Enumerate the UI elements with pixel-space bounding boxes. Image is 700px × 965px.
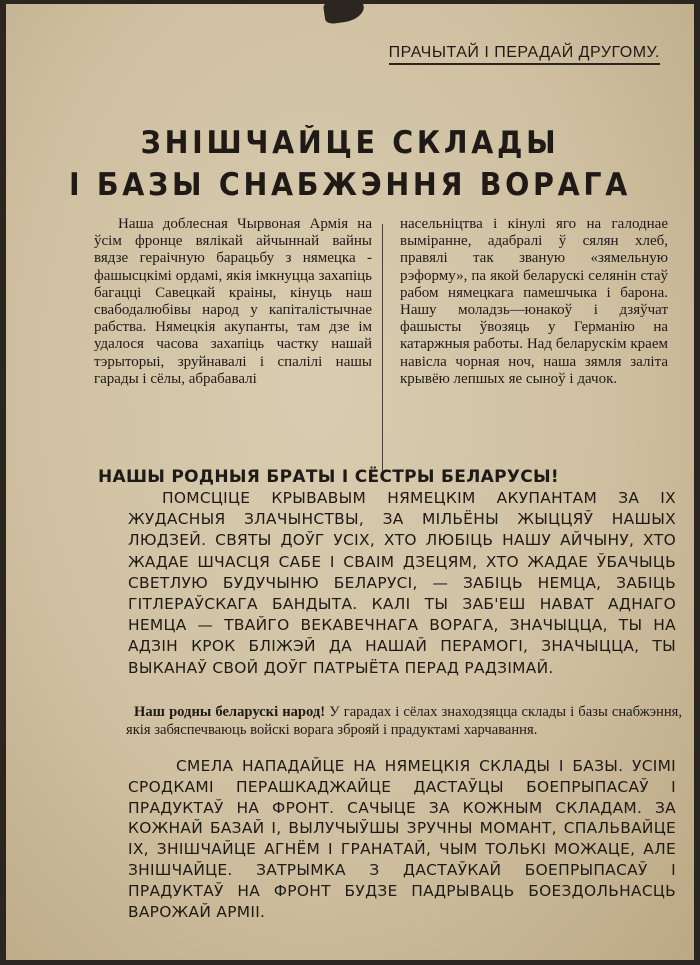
intro-paragraph (126, 704, 682, 739)
appeal-paragraph-2: СМЕЛА НАПАДАЙЦЕ НА НЯМЕЦКІЯ СКЛАДЫ І БАЗЫ. УСІМІ СРОДКАМІ ПЕРАШКАДЖАЙЦЕ ДАСТАЎЦЫ БОЕПРЫПАСАЎ І ПРАДУКТАЎ НА ФРОНТ. САЧЫЦЕ ЗА КОЖНЫМ СКЛАДАМ. ЗА КОЖНАЙ БАЗАЙ І, ВЫЛУЧЫЎШЫ ЗРУЧНЫ МОМАНТ, СПАЛЬВАЙЦЕ ІХ, ЗНІШЧАЙЦЕ АГНЁМ І ГРАНАТАЙ, ЧЫМ ТОЛЬКІ МОЖАЦЕ, АЛЕ ЗНІШЧАЙЦЕ. ЗАТРЫМКА З ДАСТАЎКАЙ БОЕПРЫПАСАЎ І ПРАДУКТАЎ НА ФРОНТ БУДЗЕ ПАДРЫВАЦЬ БОЕЗДОЛЬНАСЦЬ ВАРОЖАЙ АРМІІ. (128, 757, 676, 921)
title-line-2: І БАЗЫ СНАБЖЭННЯ ВОРАГА (68, 167, 632, 203)
appeal-paragraph-1: ПОМСЦІЦЕ КРЫВАВЫМ НЯМЕЦКІМ АКУПАНТАМ ЗА ІХ ЖУДАСНЫЯ ЗЛАЧЫНСТВЫ, ЗА МІЛЬЁНЫ ЖЫЦЦЯЎ НАШЫХ ЛЮДЗЕЙ. СВЯТЫ ДОЎГ УСІХ, ХТО ЛЮБІЦЬ НАШУ АЙЧЫНУ, ХТО ЖАДАЕ ШЧАСЦЯ САБЕ І СВАІМ ДЗЕЦЯМ, ХТО ЖАДАЕ ЎБАЧЫЦЬ СВЕТЛУЮ БУДУЧЫНЮ БЕЛАРУСІ, — ЗАБІЦЬ НЕМЦА, ЗАБІЦЬ ГІТЛЕРАЎСКАГА БАНДЫТА. КАЛІ ТЫ ЗАБ'ЕШ НАВАТ АДНАГО НЕМЦА — ТВАЙГО ВЕКАВЕЧНАГА ВОРАГА, ЗНАЧЫЦЦА, ТЫ НА АДЗІН КРОК БЛІЖЭЙ ДА НАШАЙ ПЕРАМОГІ, ЗНАЧЫЦЦА, ТЫ ВЫКАНАЎ СВОЙ ДОЎГ ПАТРЫЁТА ПЕРАД РАДЗІМАЙ. (128, 489, 676, 677)
title-line-1: ЗНІШЧАЙЦЕ СКЛАДЫ (140, 125, 560, 161)
header-note: ПРАЧЫТАЙ І ПЕРАДАЙ ДРУГОМУ. (389, 44, 660, 65)
two-column-text (84, 216, 680, 466)
intro-bold-lead: Наш родны беларускі народ! (134, 704, 326, 720)
leaflet-title (34, 122, 667, 206)
column-divider (382, 224, 383, 474)
leaflet-page (6, 4, 694, 960)
paper-tear (323, 4, 366, 25)
column-left: Наша доблесная Чырвоная Армія на ўсім фронце вялікай айчыннай вайны вядзе гераічную барацьбу з нямецка - фашысцкімі ордамі, якія імкнуцца захапіць багацці Савецкай краіны, кінуць наш свабодалюбівы народ у капіталістычнае рабства. Нямецкія акупанты, там дзе ім удалося часова захапіць частку нашай тэрыторыі, зруйнавалі і спалілі нашы гарады і сёлы, абрабавалі (94, 216, 372, 387)
section-heading: НАШЫ РОДНЫЯ БРАТЫ І СЁСТРЫ БЕЛАРУСЫ! (98, 467, 559, 487)
column-right: насельніцтва і кінулі яго на галоднае выміранне, адабралі ў сялян хлеб, правялі так званую «зямельную рэформу», па якой беларускі селянін стаў рабом нямецкага памешчыка і барона. Нашу моладзь—юнакоў і дзяўчат фашысты ўвозяць у Германію на катаржныя работы. Над беларускім краем навісла чорная ноч, наша зямля заліта крывёю лепшых яе сыноў і дачок. (400, 216, 668, 387)
intro-text: У гарадах і сёлах знаходзяцца склады і базы снабжэння, якія забяспечваюць войскі ворага зброяй і прадуктамі харчавання. (126, 704, 683, 738)
